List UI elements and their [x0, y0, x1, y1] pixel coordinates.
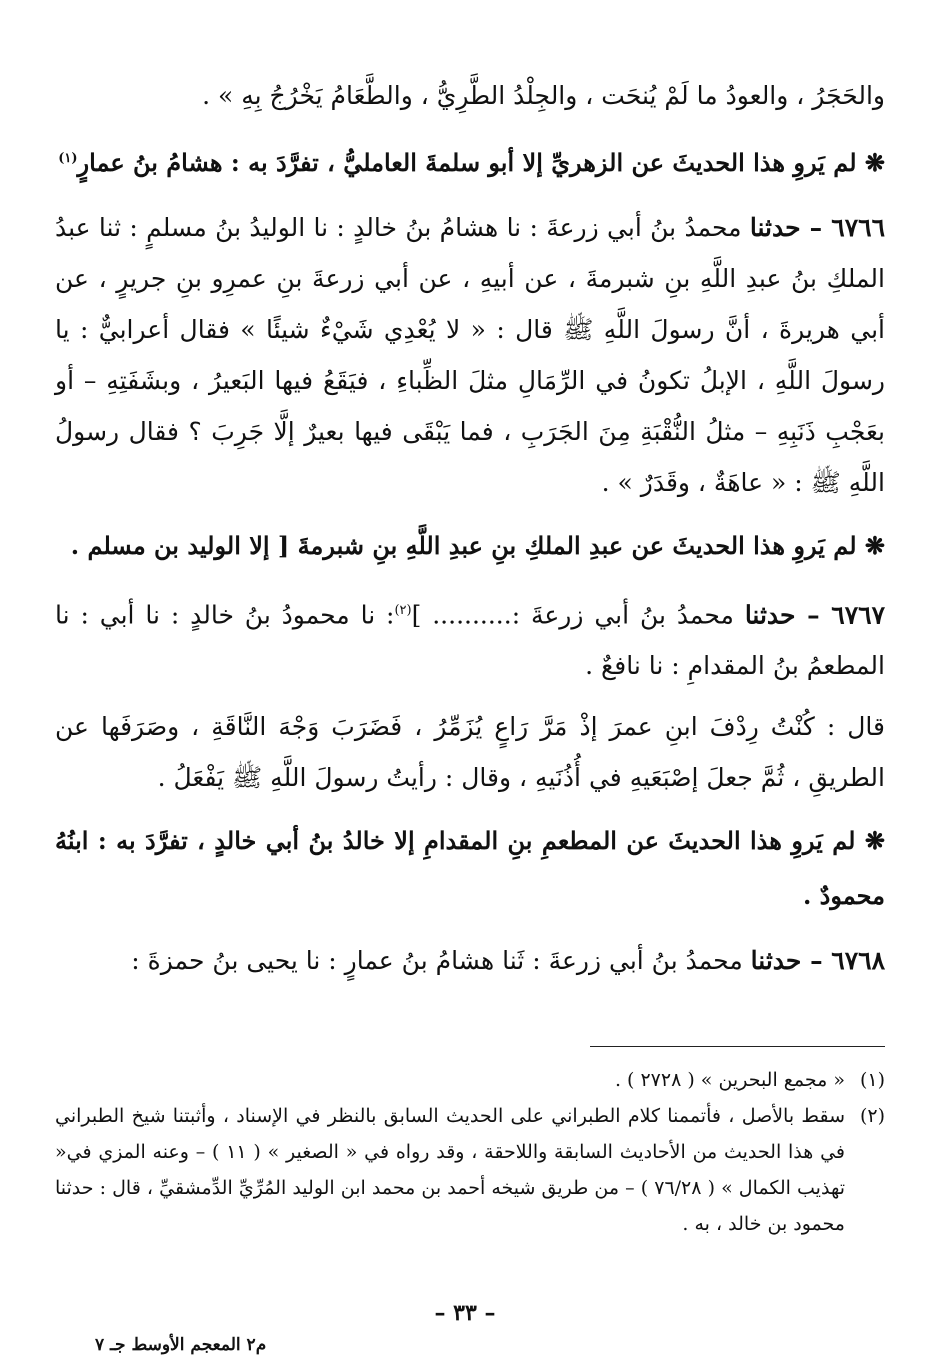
hadith-number: ٦٧٦٧ – حدثنا: [744, 600, 885, 630]
hadith-6766: [55, 202, 885, 508]
hadith-text-a: محمدُ بنُ أبي زرعةَ :.......... ]: [411, 600, 734, 630]
line-continuation: والحَجَرُ ، والعودُ ما لَمْ يُنحَت ، والجِلْدُ الطَّرِيُّ ، والطَّعَامُ يَخْرُجُ بِهِ » .: [202, 81, 885, 110]
paragraph-nafi: قال : كُنْتُ رِدْفَ ابنِ عمرَ إذْ مَرَّ رَاعٍ يُزَمِّرُ ، فَضَرَبَ وَجْهَ النَّاقَةِ ، وصَرَفَها عن الطريقِ ، ثُمَّ جعلَ إصْبَعَيهِ في أُذُنَيهِ ، وقال : رأيتُ رسولَ اللَّهِ ﷺ يَفْعَلُ .: [55, 712, 885, 793]
printer-signature: م٢ المعجم الأوسط جـ ٧: [95, 1335, 267, 1355]
editor-note-shubruma: ❋ لم يَروِ هذا الحديثَ عن عبدِ الملكِ بنِ عبدِ اللَّهِ بنِ شبرمةَ [ إلا الوليد بن مسلم .: [70, 531, 885, 560]
hadith-number: ٦٧٦٨ – حدثنا: [750, 946, 885, 976]
footnote-text: سقط بالأصل ، فأتممنا كلام الطبراني على الحديث السابق بالنظر في الإسناد ، وأثبتنا شيخ الطبراني في هذا الحديث من الأحاديث السابقة واللاحقة ، وقد رواه في « الصغير » ( ١١ ) – وعنه المزي في« تهذيب الكمال » ( ٧٦/٢٨ ) – من طريق شيخه أحمد بن محمد ابن الوليد المُرِّيِّ الدِّمشقيِّ ، قال : حدثنا محمود بن خالد ، به .: [55, 1105, 845, 1235]
footnote-2: [55, 1098, 885, 1242]
hadith-number: ٦٧٦٦ – حدثنا: [749, 213, 885, 242]
editor-note-mutim: ❋ لم يَروِ هذا الحديثَ عن المطعمِ بنِ المقدامِ إلا خالدُ بنُ أبي خالدٍ ، تفرَّدَ به : ابنُهُ محمودٌ .: [55, 826, 885, 911]
editor-note-zuhri: [55, 131, 885, 190]
footnote-separator: [590, 1046, 885, 1047]
footnote-number: (٢): [859, 1105, 885, 1127]
hadith-6767: [55, 585, 885, 691]
hadith-text: محمدُ بنُ أبي زرعةَ : نا هشامُ بنُ خالدٍ : نا الوليدُ بنُ مسلمٍ : ثنا عبدُ الملكِ بنُ عبدِ اللَّهِ بنِ شبرمةَ ، عن أبيهِ ، عن أبي زرعةَ بنِ عمرِو بنِ جريرٍ ، عن أبي هريرةَ ، أنَّ رسولَ اللَّهِ ﷺ قال : « لا يُعْدِي شَيْءٌ شيئًا » فقال أعرابيٌّ : يا رسولَ اللَّهِ ، الإبلُ تكونُ في الرِّمَالِ مثلَ الظِّباءِ ، فيَقَعُ فيها البَعيرُ ، وبشَفَتِهِ – أو بعَجْبِ ذَنَبِهِ – مثلُ النُّقْبَةِ مِنَ الجَرَبِ ، فما يَبْقَى فيها بعيرٌ إلَّا جَرِبَ ؟ فقال رسولُ اللَّهِ ﷺ : « عاهَةٌ ، وقَدَرٌ » .: [55, 213, 885, 497]
note-text: ❋ لم يَروِ هذا الحديثَ عن الزهريِّ إلا أبو سلمةَ العامليُّ ، تفرَّدَ به : هشامُ بنُ عمارٍ: [77, 148, 885, 177]
main-text: [55, 70, 885, 996]
footnote-1: [55, 1062, 885, 1098]
footnote-number: (١): [859, 1069, 885, 1091]
footnote-ref-2: (٢): [394, 603, 412, 618]
hadith-6768: [55, 935, 885, 986]
page-number: – ٣٣ –: [434, 1300, 496, 1326]
hadith-text: محمدُ بنُ أبي زرعةَ : ثَنا هشامُ بنُ عمارٍ : نا يحيى بنُ حمزةَ :: [131, 946, 743, 976]
footnote-ref-1: (١): [58, 151, 78, 166]
footnote-text: « مجمع البحرين » ( ٢٧٢٨ ) .: [614, 1069, 845, 1091]
footnotes: [55, 1062, 885, 1242]
hadith-text-b: : نا محمودُ بنُ خالدٍ : نا أبي : نا المطعمُ بنُ المقدامِ : نا نافعٌ .: [55, 600, 885, 681]
